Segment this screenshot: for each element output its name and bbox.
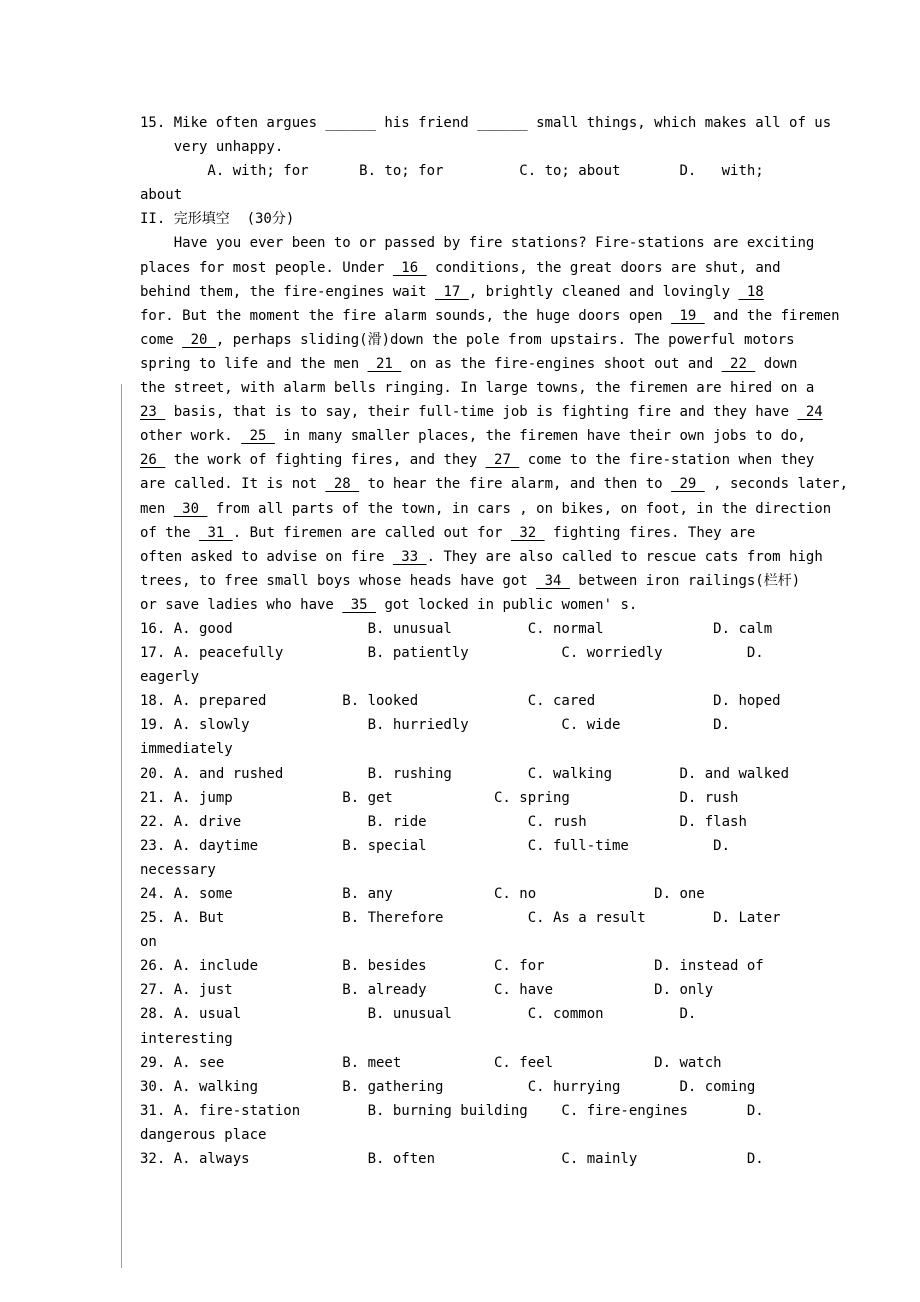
text-run: 20. A. and rushed B. rushing C. walking D. and walked — [140, 765, 790, 782]
text-line — [140, 906, 890, 930]
text-line — [140, 930, 890, 954]
text-line — [140, 159, 890, 183]
text-run: often asked to advise on fire — [140, 548, 393, 565]
text-line — [140, 1147, 890, 1171]
text-line — [140, 497, 890, 521]
text-run: are called. It is not — [140, 476, 326, 493]
cloze-blank: 23 — [140, 404, 166, 421]
text-line — [140, 472, 890, 496]
text-run: . They are also called to rescue cats from high — [426, 548, 823, 565]
text-line — [140, 1002, 890, 1026]
text-line — [140, 858, 890, 882]
text-run: dangerous place — [140, 1126, 267, 1143]
text-line — [140, 231, 890, 255]
text-run: , brightly cleaned and lovingly — [468, 283, 739, 300]
text-run: 16. A. good B. unusual C. normal D. calm — [140, 620, 773, 637]
text-run: 15. Mike often argues ______ his friend ______ small things, which makes all of us — [140, 115, 832, 131]
text-run: places for most people. Under — [140, 259, 393, 276]
text-line — [140, 689, 890, 713]
text-line — [140, 617, 890, 641]
cloze-blank: 24 — [797, 404, 823, 421]
text-run: very unhappy. — [140, 139, 284, 156]
text-run: conditions, the great doors are shut, and — [426, 259, 781, 276]
text-run: trees, to free small boys whose heads have got — [140, 572, 537, 589]
cloze-blank: 29 — [671, 476, 705, 493]
cloze-blank: 31 — [199, 524, 233, 541]
page-margin-line — [121, 384, 122, 1268]
text-line — [140, 810, 890, 834]
cloze-blank: 30 — [173, 500, 208, 517]
text-run: of the — [140, 524, 200, 541]
cloze-blank: 26 — [140, 452, 166, 469]
text-run: 28. A. usual B. unusual C. common D. — [140, 1006, 697, 1023]
text-line — [140, 978, 890, 1002]
text-line — [140, 569, 890, 593]
text-run: 21. A. jump B. get C. spring D. rush — [140, 789, 739, 806]
text-run: necessary — [140, 861, 216, 878]
text-run: down — [755, 355, 798, 372]
text-run: 30. A. walking B. gathering C. hurrying D. coming — [140, 1078, 756, 1095]
text-run: basis, that is to say, their full-time job is fighting fire and they have — [165, 404, 798, 421]
text-run: eagerly — [140, 669, 200, 686]
text-run: from all parts of the town, in cars , on bikes, on foot, in the direction — [207, 500, 832, 517]
text-line — [140, 1099, 890, 1123]
text-run: the work of fighting fires, and they — [165, 452, 486, 469]
cloze-blank: 17 — [435, 283, 469, 300]
text-run: fighting fires. They are — [544, 524, 756, 541]
text-run: A. with; for B. to; for C. to; about D. with; — [140, 163, 764, 180]
text-run: or save ladies who have — [140, 596, 343, 613]
text-run: 32. A. always B. often C. mainly D. — [140, 1151, 764, 1168]
text-run: 25. A. But B. Therefore C. As a result D. Later — [140, 910, 781, 927]
text-run: 18. A. prepared B. looked C. cared D. hoped — [140, 693, 781, 710]
text-line — [140, 1075, 890, 1099]
text-line — [140, 376, 890, 400]
text-line — [140, 882, 890, 906]
text-run: , seconds later, — [704, 476, 849, 493]
text-line — [140, 834, 890, 858]
text-run: come — [140, 331, 183, 348]
cloze-blank: 35 — [342, 596, 377, 613]
text-line — [140, 256, 890, 280]
text-line — [140, 1051, 890, 1075]
text-run: 27. A. just B. already C. have D. only — [140, 982, 714, 999]
text-run: the street, with alarm bells ringing. In large towns, the firemen are hired on a — [140, 380, 815, 397]
text-line — [140, 183, 890, 207]
text-run: 17. A. peacefully B. patiently C. worriedly D. — [140, 645, 764, 662]
text-line — [140, 786, 890, 810]
cloze-blank: 28 — [325, 476, 360, 493]
text-line — [140, 280, 890, 304]
text-line — [140, 1123, 890, 1147]
text-line — [140, 352, 890, 376]
cloze-blank: 34 — [536, 572, 570, 589]
text-line — [140, 207, 890, 231]
text-line — [140, 1027, 890, 1051]
text-line — [140, 762, 890, 786]
text-run: immediately — [140, 741, 233, 758]
text-run: got locked in public women' s. — [376, 596, 638, 613]
text-run: behind them, the fire-engines wait — [140, 283, 436, 300]
text-run: for. But the moment the fire alarm sounds, the huge doors open — [140, 307, 672, 324]
cloze-blank: 25 — [241, 428, 275, 445]
text-line — [140, 135, 890, 159]
text-run: to hear the fire alarm, and then to — [359, 476, 672, 493]
text-run: between iron railings(栏杆) — [569, 572, 801, 589]
text-run: 22. A. drive B. ride C. rush D. flash — [140, 813, 747, 830]
text-line — [140, 521, 890, 545]
text-run: 31. A. fire-station B. burning building C. fire-engines D. — [140, 1102, 764, 1119]
text-line — [140, 737, 890, 761]
text-line — [140, 304, 890, 328]
cloze-blank: 18 — [738, 283, 764, 300]
text-run: , perhaps sliding(滑)down the pole from upstairs. The powerful motors — [215, 331, 795, 348]
text-run: Have you ever been to or passed by fire stations? Fire-stations are exciting — [140, 235, 815, 252]
text-run: other work. — [140, 428, 242, 445]
cloze-blank: 21 — [367, 355, 402, 372]
text-run: on as the fire-engines shoot out and — [401, 355, 722, 372]
text-line — [140, 111, 890, 135]
text-run: . But firemen are called out for — [232, 524, 511, 541]
text-line — [140, 400, 890, 424]
text-run: 24. A. some B. any C. no D. one — [140, 886, 705, 902]
text-run: come to the fire-station when they — [519, 452, 815, 469]
cloze-blank: 32 — [510, 524, 545, 541]
text-run: 26. A. include B. besides C. for D. instead of — [140, 958, 764, 975]
text-run: II. 完形填空 (30分) — [140, 211, 295, 228]
text-line — [140, 641, 890, 665]
text-line — [140, 954, 890, 978]
text-line — [140, 424, 890, 448]
cloze-blank: 20 — [182, 331, 216, 348]
cloze-blank: 33 — [392, 548, 427, 565]
cloze-blank: 22 — [721, 355, 756, 372]
cloze-blank: 27 — [485, 452, 520, 469]
text-run: men — [140, 500, 174, 517]
document-body — [140, 111, 890, 1171]
text-line — [140, 665, 890, 689]
text-run: 23. A. daytime B. special C. full-time D. — [140, 837, 731, 854]
text-run: spring to life and the men — [140, 355, 368, 372]
text-run: 19. A. slowly B. hurriedly C. wide D. — [140, 717, 731, 734]
text-run: interesting — [140, 1030, 233, 1047]
text-run: in many smaller places, the firemen have their own jobs to do, — [274, 428, 806, 445]
text-line — [140, 328, 890, 352]
cloze-blank: 16 — [392, 259, 427, 276]
text-line — [140, 593, 890, 617]
text-line — [140, 713, 890, 737]
text-run: 29. A. see B. meet C. feel D. watch — [140, 1054, 722, 1071]
text-run: and the firemen — [704, 307, 840, 324]
text-run: about — [140, 187, 183, 204]
cloze-blank: 19 — [671, 307, 705, 324]
text-line — [140, 448, 890, 472]
text-line — [140, 545, 890, 569]
text-run: on — [140, 934, 157, 951]
